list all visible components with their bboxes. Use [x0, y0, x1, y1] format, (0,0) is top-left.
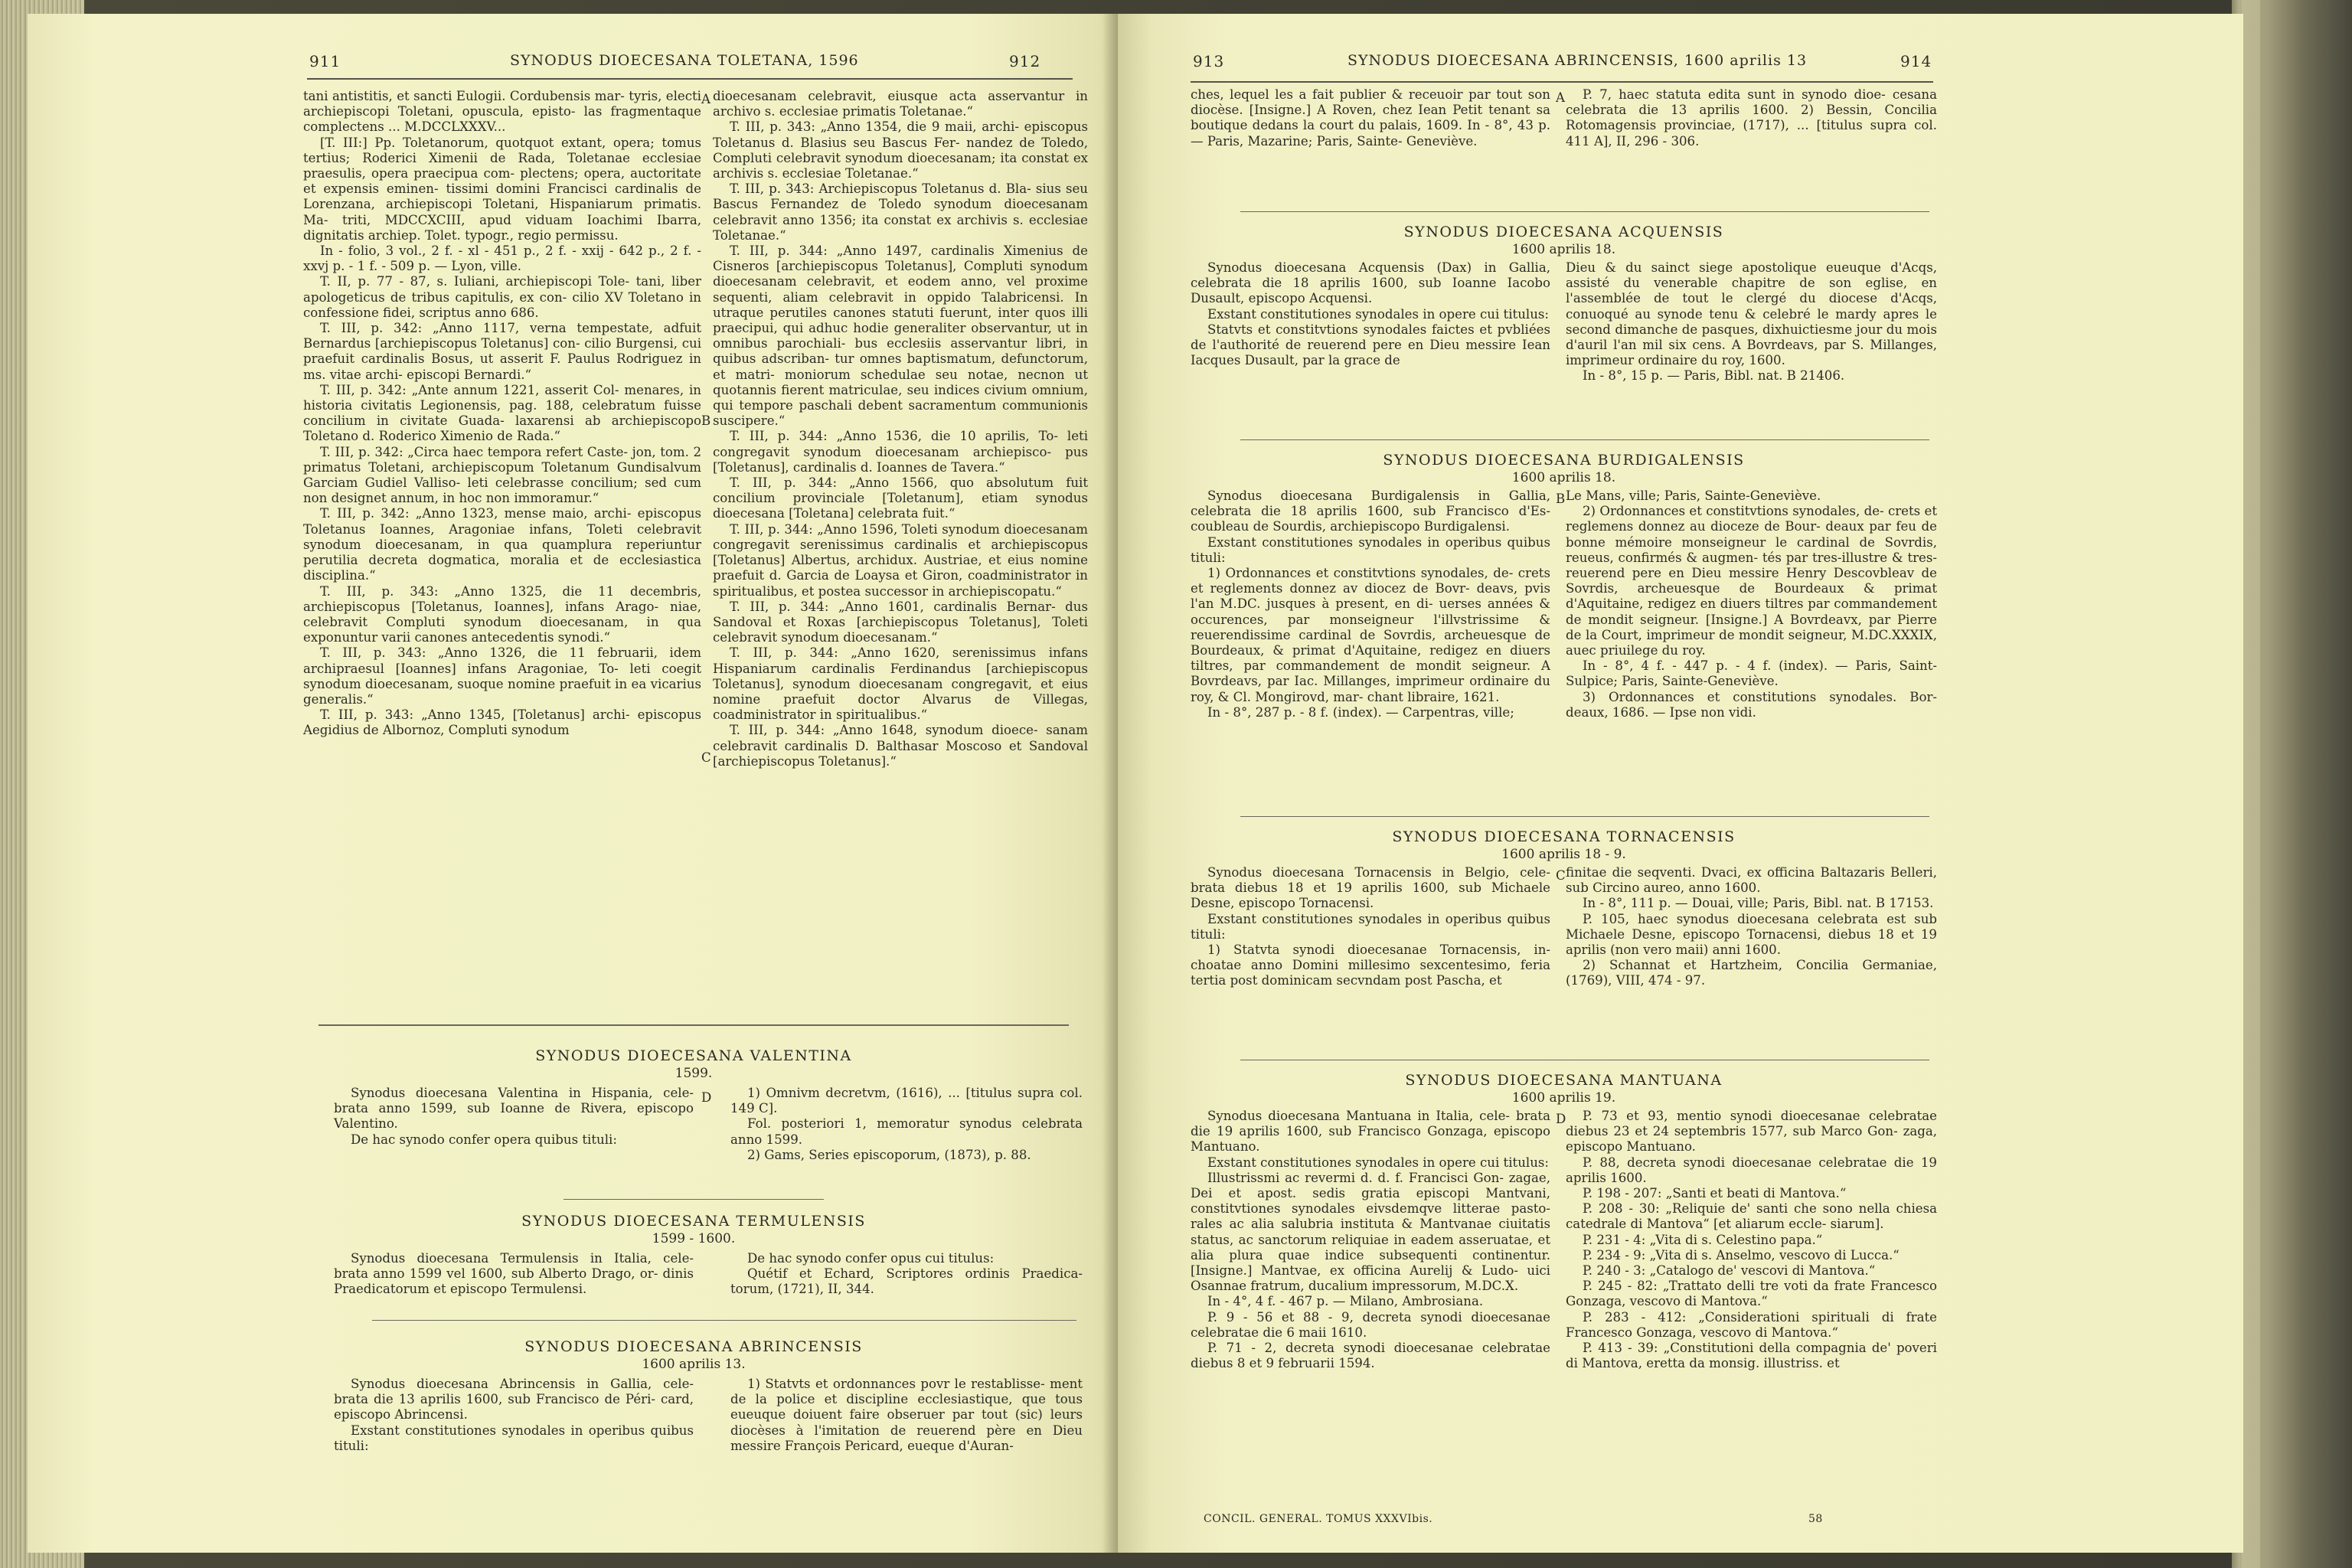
- paragraph: In - folio, 3 vol., 2 f. - xl - 451 p., 2 f. - xxij - 642 p., 2 f. - xxvj p. - 1 f. - 509 p. — Lyon, ville.: [303, 243, 701, 274]
- termulensis-right: [730, 1251, 1083, 1298]
- paragraph: P. 245 - 82: „Trattato delli tre voti da frate Francesco Gonzaga, vescovo di Mantova.“: [1566, 1279, 1937, 1309]
- page-number-912: 912: [1009, 52, 1041, 70]
- paragraph: T. III, p. 342: „Anno 1323, mense maio, archi- episcopus Toletanus Ioannes, Aragoniae infans, Toleti celebravit synodum dioecesanam, in qua quamplura reperiuntur perutilia decreta dogmatica, moralia et de ecclesiastica disciplina.“: [303, 506, 701, 583]
- right-page: [1118, 14, 2243, 1553]
- paragraph: P. 198 - 207: „Santi et beati di Mantova.“: [1583, 1186, 1847, 1201]
- mantuana-left: [1191, 1109, 1550, 1371]
- head-rule: [1191, 81, 1933, 83]
- paragraph: P. 73 et 93, mentio synodi dioecesanae celebratae diebus 23 et 24 septembris 1577, sub Marco Gon- zaga, episcopo Mantuano.: [1566, 1109, 1937, 1155]
- paragraph: P. 7, haec statuta edita sunt in synodo dioe- cesana celebrata die 13 aprilis 1600. 2) Bessin, Concilia Rotomagensis provinciae, (1717), ... [titulus supra col. 411 A], II, 296 - 306.: [1566, 87, 1937, 149]
- paragraph: Synodus dioecesana Abrincensis in Gallia, cele- brata die 13 aprilis 1600, sub Francisco de Péri- card, episcopo Abrincensi.: [334, 1377, 694, 1423]
- paragraph: P. 9 - 56 et 88 - 9, decreta synodi dioecesanae celebratae die 6 maii 1610.: [1191, 1309, 1550, 1340]
- acquensis-left: [1191, 260, 1550, 368]
- paragraph: In - 8°, 4 f. - 447 p. - 4 f. (index). — Paris, Saint- Sulpice; Paris, Sainte-Geneviève.: [1566, 658, 1937, 689]
- paragraph: 2) Schannat et Hartzheim, Concilia Germaniae, (1769), VIII, 474 - 97.: [1566, 958, 1937, 988]
- paragraph: T. III, p. 343: „Anno 1326, die 11 februarii, idem archipraesul [Ioannes] infans Aragoniae, To- leti coegit synodum dioecesanam, suoque nomine praefuit in ea vicarius generalis.“: [303, 645, 701, 707]
- paragraph: T. III, p. 344: „Anno 1536, die 10 aprilis, To- leti congregavit synodum dioecesanam archiepisco- pus [Toletanus], cardinalis d. Ioannes de Tavera.“: [713, 429, 1088, 475]
- section-rule: [318, 1024, 1069, 1026]
- paragraph: T. III, p. 344: „Anno 1620, serenissimus infans Hispaniarum cardinalis Ferdinandus [archiepiscopus Toletanus], synodum dioecesanam congregavit, et eius nomine praefuit doctor Alvarus de Villegas, coadministrator in spiritualibus.“: [713, 645, 1088, 723]
- section-date: 1600 aprilis 19.: [1511, 1090, 1616, 1106]
- paragraph: ches, lequel les a fait publier & receuoir par tout son diocèse. [Insigne.] A Roven, chez Iean Petit tenant sa boutique dedans la court du palais, 1609. In - 8°, 43 p. — Paris, Mazarine; Paris, Sainte- Geneviève.: [1191, 87, 1550, 149]
- section-rule: [564, 1199, 824, 1200]
- paragraph: De hac synodo confer opus cui titulus:: [747, 1251, 995, 1266]
- mantuana-right: [1566, 1109, 1937, 1371]
- paragraph: 2) Ordonnances et constitvtions synodales, de- crets et reglemens donnez au dioceze de Bour- deaux par feu de bonne mémoire monseigneur le cardinal de Sovrdis, reueus, confirmés & augmen- tés par tres-illustre & tres-reuerend pere en Dieu messire Henry Descovbleav de Sovrdis, archeuesque de Bourdeaux & primat d'Aquitaine, redigez en diuers tiltres par commandement de mondit seigneur. [Insigne.] A Bovrdeavx, par Pierre de la Court, imprimeur de mondit seigneur, M.DC.XXXIX, auec priuilege du roy.: [1566, 504, 1937, 658]
- acquensis-right: [1566, 260, 1937, 384]
- paragraph: finitae die seqventi. Dvaci, ex officina Baltazaris Belleri, sub Circino aureo, anno 1600.: [1566, 865, 1937, 896]
- left-column-1: [303, 89, 701, 739]
- paragraph: T. III, p. 344: „Anno 1601, cardinalis Bernar- dus Sandoval et Roxas [archiepiscopus Toletanus], Toleti celebravit synodum dioecesanam.“: [713, 599, 1088, 645]
- paragraph: P. 240 - 3: „Catalogo de' vescovi di Mantova.“: [1583, 1263, 1876, 1279]
- paragraph: Synodus dioecesana Burdigalensis in Gallia, celebrata die 18 aprilis 1600, sub Francisco d'Es- coubleau de Sourdis, archiepiscopo Burdigalensi.: [1191, 488, 1550, 534]
- margin-marker-c: C: [1556, 868, 1566, 883]
- tornacensis-left: [1191, 865, 1550, 989]
- paragraph: T. III, p. 344: „Anno 1596, Toleti synodum dioecesanam congregavit serenissimus cardinalis et archiepiscopus [Toletanus] Albertus, archidux. Austriae, et eius nomine praefuit d. Garcia de Loaysa et Giron, coadministrator in spiritualibus, et postea successor in archiepiscopatu.“: [713, 521, 1088, 599]
- page-number-913: 913: [1193, 52, 1225, 70]
- paragraph: De hac synodo confer opera quibus tituli:: [351, 1132, 617, 1147]
- section-title-termulensis: SYNODUS DIOECESANA TERMULENSIS: [521, 1213, 866, 1230]
- paragraph: Exstant constitutiones synodales in opere cui titulus:: [1207, 306, 1549, 322]
- margin-marker-d: D: [701, 1090, 712, 1105]
- right-running-head: [1118, 52, 2243, 83]
- paragraph: Exstant constitutiones synodales in operibus quibus tituli:: [1191, 911, 1550, 942]
- section-date: 1600 aprilis 13.: [642, 1357, 746, 1372]
- paragraph: T. III, p. 344: „Anno 1497, cardinalis Ximenius de Cisneros [archiepiscopus Toletanus], Compluti synodum dioecesanam celebravit, et eodem anno, vel proxime sequenti, aliam celebravit in oppido Talabricensi. In utraque perutiles canones statuti fuerunt, inter quos illi praecipui, qui adhuc hodie generaliter observantur, ut in omnibus parochiali- bus ecclesiis asservantur libri, in quibus adscriban- tur omnes baptismatum, defunctorum, et matri- moniorum schedulae seu notae, necnon ut quotannis fierent matriculae, seu indices civium omnium, qui tempore paschali debent sacramentum communionis suscipere.“: [713, 243, 1088, 429]
- paragraph: P. 234 - 9: „Vita di s. Anselmo, vescovo di Lucca.“: [1583, 1247, 1900, 1263]
- paragraph: Synodus dioecesana Valentina in Hispania, cele- brata anno 1599, sub Ioanne de Rivera, episcopo Valentino.: [334, 1086, 694, 1132]
- paragraph: T. III, p. 343: Archiepiscopus Toletanus d. Bla- sius seu Bascus Fernandez de Toledo synodum dioecesanam celebravit anno 1356; ita constat ex archivis s. ecclesiae Toletanae.“: [713, 181, 1088, 243]
- paragraph: T. III, p. 342: „Ante annum 1221, asserit Col- menares, in historia civitatis Legionensis, pag. 188, celebratum fuisse concilium in civitate Guada- laxarensi ab archiepiscopo Toletano d. Roderico Ximenio de Rada.“: [303, 382, 701, 444]
- section-title-tornacensis: SYNODUS DIOECESANA TORNACENSIS: [1392, 828, 1736, 845]
- margin-marker-d: D: [1556, 1112, 1566, 1126]
- margin-marker-b: B: [1556, 492, 1566, 506]
- paragraph: In - 8°, 287 p. - 8 f. (index). — Carpentras, ville;: [1207, 704, 1514, 720]
- section-title-burdigalensis: SYNODUS DIOECESANA BURDIGALENSIS: [1383, 452, 1745, 469]
- paragraph: Fol. posteriori 1, memoratur synodus celebrata anno 1599.: [730, 1116, 1083, 1147]
- page-number-914: 914: [1900, 52, 1932, 70]
- paragraph: In - 4°, 4 f. - 467 p. — Milano, Ambrosiana.: [1207, 1294, 1484, 1309]
- paragraph: In - 8°, 111 p. — Douai, ville; Paris, Bibl. nat. B 17153.: [1583, 896, 1934, 911]
- margin-marker-b: B: [701, 413, 711, 428]
- abrincensis-right: [730, 1377, 1083, 1454]
- paragraph: 1) Statvts et ordonnances povr le restablisse- ment de la police et discipline ecclesiastique, que tous eueuque doiuent faire obseruer par tout (sic) leurs diocèses à l'imitation de reuerend père en Dieu messire François Pericard, eueque d'Auran-: [730, 1377, 1083, 1453]
- paragraph: Synodus dioecesana Acquensis (Dax) in Gallia, celebrata die 18 aprilis 1600, sub Ioanne Iacobo Dusault, episcopo Acquensi.: [1191, 260, 1550, 306]
- abrincensis-continued-right: [1566, 87, 1937, 149]
- paragraph: T. III, p. 344: „Anno 1566, quo absolutum fuit concilium provinciale [Toletanum], etiam synodus dioecesana [Toletana] celebrata fuit.“: [713, 475, 1088, 521]
- abrincensis-left: [334, 1377, 694, 1454]
- paragraph: P. 413 - 39: „Constitutioni della compagnia de' poveri di Mantova, eretta da monsig. illustriss. et: [1566, 1341, 1937, 1371]
- section-rule: [1240, 439, 1929, 440]
- paragraph: P. 208 - 30: „Reliquie de' santi che sono nella chiesa catedrale di Mantova“ [et aliarum eccle- siarum].: [1566, 1201, 1937, 1232]
- margin-marker-c: C: [701, 750, 711, 765]
- head-rule: [307, 78, 1073, 80]
- paragraph: Exstant constitutiones synodales in operibus quibus tituli:: [334, 1423, 694, 1453]
- section-date: 1600 aprilis 18 - 9.: [1501, 847, 1626, 862]
- running-title-right: SYNODUS DIOECESANA ABRINCENSIS, 1600 aprilis 13: [1348, 52, 1808, 69]
- section-date: 1599.: [675, 1066, 713, 1081]
- section-title-abrincensis: SYNODUS DIOECESANA ABRINCENSIS: [524, 1338, 863, 1355]
- running-title-left: SYNODUS DIOECESANA TOLETANA, 1596: [510, 52, 859, 69]
- valentina-right: [730, 1086, 1083, 1163]
- paragraph: Exstant constitutiones synodales in operibus quibus tituli:: [1191, 534, 1550, 565]
- left-column-2: [713, 89, 1088, 769]
- footer-sheet-number: 58: [1808, 1513, 1823, 1525]
- abrincensis-continued-left: [1191, 87, 1550, 149]
- paragraph: Le Mans, ville; Paris, Sainte-Geneviève.: [1566, 488, 1821, 503]
- paragraph: T. III, p. 343: „Anno 1345, [Toletanus] archi- episcopus Aegidius de Albornoz, Compluti synodum: [303, 707, 701, 738]
- paragraph: 2) Gams, Series episcoporum, (1873), p. 88.: [747, 1147, 1031, 1162]
- paragraph: [T. III:] Pp. Toletanorum, quotquot extant, opera; tomus tertius; Roderici Ximenii de Rada, Toletanae ecclesiae praesulis, opera praecipua com- plectens; opera, auctoritate et expensis eminen- tissimi domini Francisci cardinalis de Lorenzana, archiepiscopi Toletani, Hispaniarum primatis. Ma- triti, MDCCXCIII, apud viduam Ioachimi Ibarra, dignitatis archiep. Tolet. typogr., regio permissu.: [303, 135, 701, 243]
- paragraph: T. III, p. 344: „Anno 1648, synodum dioece- sanam celebravit cardinalis D. Balthasar Moscoso et Sandoval [archiepiscopus Toletanus].“: [713, 723, 1088, 769]
- paragraph: Statvts et constitvtions synodales faictes et pvbliées de l'authorité de reuerend pere en Dieu messire Iean Iacques Dusault, par la grace de: [1191, 322, 1550, 368]
- margin-marker-a: A: [701, 92, 710, 106]
- paragraph: Synodus dioecesana Termulensis in Italia, cele- brata anno 1599 vel 1600, sub Alberto Drago, or- dinis Praedicatorum et episcopo Termulensi.: [334, 1251, 694, 1297]
- paragraph: T. III, p. 343: „Anno 1325, die 11 decembris, archiepiscopus [Toletanus, Ioannes], infans Arago- niae, celebravit Compluti synodum dioecesanam, in qua exponuntur varii canones antecedentis synodi.“: [303, 583, 701, 645]
- section-title-acquensis: SYNODUS DIOECESANA ACQUENSIS: [1403, 224, 1724, 240]
- paragraph: Exstant constitutiones synodales in opere cui titulus:: [1207, 1155, 1549, 1170]
- paragraph: dioecesanam celebravit, eiusque acta asservantur in archivo s. ecclesiae primatis Toletanae.“: [713, 89, 1088, 119]
- paragraph: Synodus dioecesana Mantuana in Italia, cele- brata die 19 aprilis 1600, sub Francisco Gonzaga, episcopo Mantuano.: [1191, 1109, 1550, 1155]
- left-page: [28, 14, 1130, 1553]
- burdigalensis-right: [1566, 488, 1937, 720]
- tornacensis-right: [1566, 865, 1937, 989]
- section-rule: [372, 1320, 1076, 1321]
- paragraph: 3) Ordonnances et constitutions synodales. Bor- deaux, 1686. — Ipse non vidi.: [1566, 689, 1937, 720]
- burdigalensis-left: [1191, 488, 1550, 720]
- valentina-left: [334, 1086, 694, 1148]
- section-rule: [1240, 816, 1929, 817]
- section-date: 1599 - 1600.: [652, 1231, 736, 1246]
- paragraph: 1) Omnivm decretvm, (1616), ... [titulus supra col. 149 C].: [730, 1086, 1083, 1116]
- section-rule: [1240, 211, 1929, 212]
- paragraph: P. 105, haec synodus dioecesana celebrata est sub Michaele Desne, episcopo Tornacensi, diebus 18 et 19 aprilis (non vero maii) anni 1600.: [1566, 911, 1937, 958]
- section-date: 1600 aprilis 18.: [1511, 242, 1616, 257]
- footer-signature: CONCIL. GENERAL. TOMUS XXXVIbis.: [1204, 1513, 1433, 1525]
- paragraph: T. II, p. 77 - 87, s. Iuliani, archiepiscopi Tole- tani, liber apologeticus de tribus capitulis, ex con- cilio XV Toletano in confessione fidei, scriptus anno 686.: [303, 274, 701, 320]
- paragraph: 1) Ordonnances et constitvtions synodales, de- crets et reglements donnez av diocez de Bovr- deavs, pvis l'an M.DC. jusques à present, en di- uerses années & occurences, par monseigneur l'illvstrissime & reuerendissime cardinal de Sovrdis, archeuesque de Bourdeaux, & primat d'Aquitaine, redigez en diuers tiltres, par commandement de mondit seigneur. A Bovrdeavs, par Iac. Millanges, imprimeur ordinaire du roy, & Cl. Mongirovd, mar- chant libraire, 1621.: [1191, 566, 1550, 704]
- termulensis-left: [334, 1251, 694, 1298]
- section-date: 1600 aprilis 18.: [1511, 470, 1616, 485]
- section-title-valentina: SYNODUS DIOECESANA VALENTINA: [535, 1047, 852, 1064]
- page-number-911: 911: [309, 52, 341, 70]
- paragraph: T. III, p. 342: „Circa haec tempora refert Caste- jon, tom. 2 primatus Toletani, archiepiscopum Toletanum Gundisalvum Garciam Gudiel Valliso- leti celebrasse concilium; sed cum non designet annum, in hoc non immoramur.“: [303, 444, 701, 506]
- paragraph: Synodus dioecesana Tornacensis in Belgio, cele- brata diebus 18 et 19 aprilis 1600, sub Michaele Desne, episcopo Tornacensi.: [1191, 865, 1550, 911]
- page-edges-right: [2242, 0, 2260, 1568]
- paragraph: tani antistitis, et sancti Eulogii. Cordubensis mar- tyris, electi archiepiscopi Toletani, opuscula, episto- las fragmentaque complectens ... M.DCCLXXXV...: [303, 89, 701, 135]
- paragraph: T. III, p. 343: „Anno 1354, die 9 maii, archi- episcopus Toletanus d. Blasius seu Bascus Fer- nandez de Toledo, Compluti celebravit synodum dioecesanam; ita constat ex archivis s. ecclesiae Toletanae.“: [713, 119, 1088, 181]
- paragraph: Dieu & du sainct siege apostolique eueuque d'Acqs, assisté du venerable chapitre de son eglise, en l'assemblée de tout le clergé du diocese d'Acqs, conuoqué au synode tenu & celebré le mardy apres le second dimanche de pasques, dixhuictiesme jour du mois d'auril l'an mil six cens. A Bovrdeavs, par S. Millanges, imprimeur ordinaire du roy, 1600.: [1566, 260, 1937, 368]
- paragraph: Quétif et Echard, Scriptores ordinis Praedica- torum, (1721), II, 344.: [730, 1266, 1083, 1297]
- paragraph: Illustrissmi ac revermi d. d. f. Francisci Gon- zagae, Dei et apost. sedis gratia episcopi Mantvani, constitvtiones synodales eivsdemqve litterae pasto- rales ac alia salubria instituta & Mantvanae ciuitatis status, ac sanctorum reliquiae in eadem asseruatae, et alia plura quae indice subsequenti continentur. [Insigne.] Mantvae, ex officina Aurelij & Ludo- uici Osannae fratrum, ducalium impressorum, M.DC.X.: [1191, 1170, 1550, 1294]
- paragraph: 1) Statvta synodi dioecesanae Tornacensis, in- choatae anno Domini millesimo sexcentesimo, feria tertia post dominicam secvndam post Pascha, et: [1191, 942, 1550, 988]
- paragraph: P. 88, decreta synodi dioecesanae celebratae die 19 aprilis 1600.: [1566, 1155, 1937, 1185]
- margin-marker-a: A: [1556, 90, 1565, 105]
- paragraph: P. 231 - 4: „Vita di s. Celestino papa.“: [1583, 1232, 1823, 1247]
- paragraph: In - 8°, 15 p. — Paris, Bibl. nat. B 21406.: [1583, 368, 1845, 384]
- section-title-mantuana: SYNODUS DIOECESANA MANTUANA: [1405, 1072, 1723, 1089]
- paragraph: P. 71 - 2, decreta synodi dioecesanae celebratae diebus 8 et 9 februarii 1594.: [1191, 1341, 1550, 1371]
- paragraph: T. III, p. 342: „Anno 1117, verna tempestate, adfuit Bernardus [archiepiscopus Toletanus] con- cilio Burgensi, cui praefuit cardinalis Bosus, ut asserit F. Paulus Rodriguez in ms. vitae archi- episcopi Bernardi.“: [303, 321, 701, 382]
- paragraph: P. 283 - 412: „Considerationi spirituali di frate Francesco Gonzaga, vescovo di Mantova.“: [1566, 1309, 1937, 1340]
